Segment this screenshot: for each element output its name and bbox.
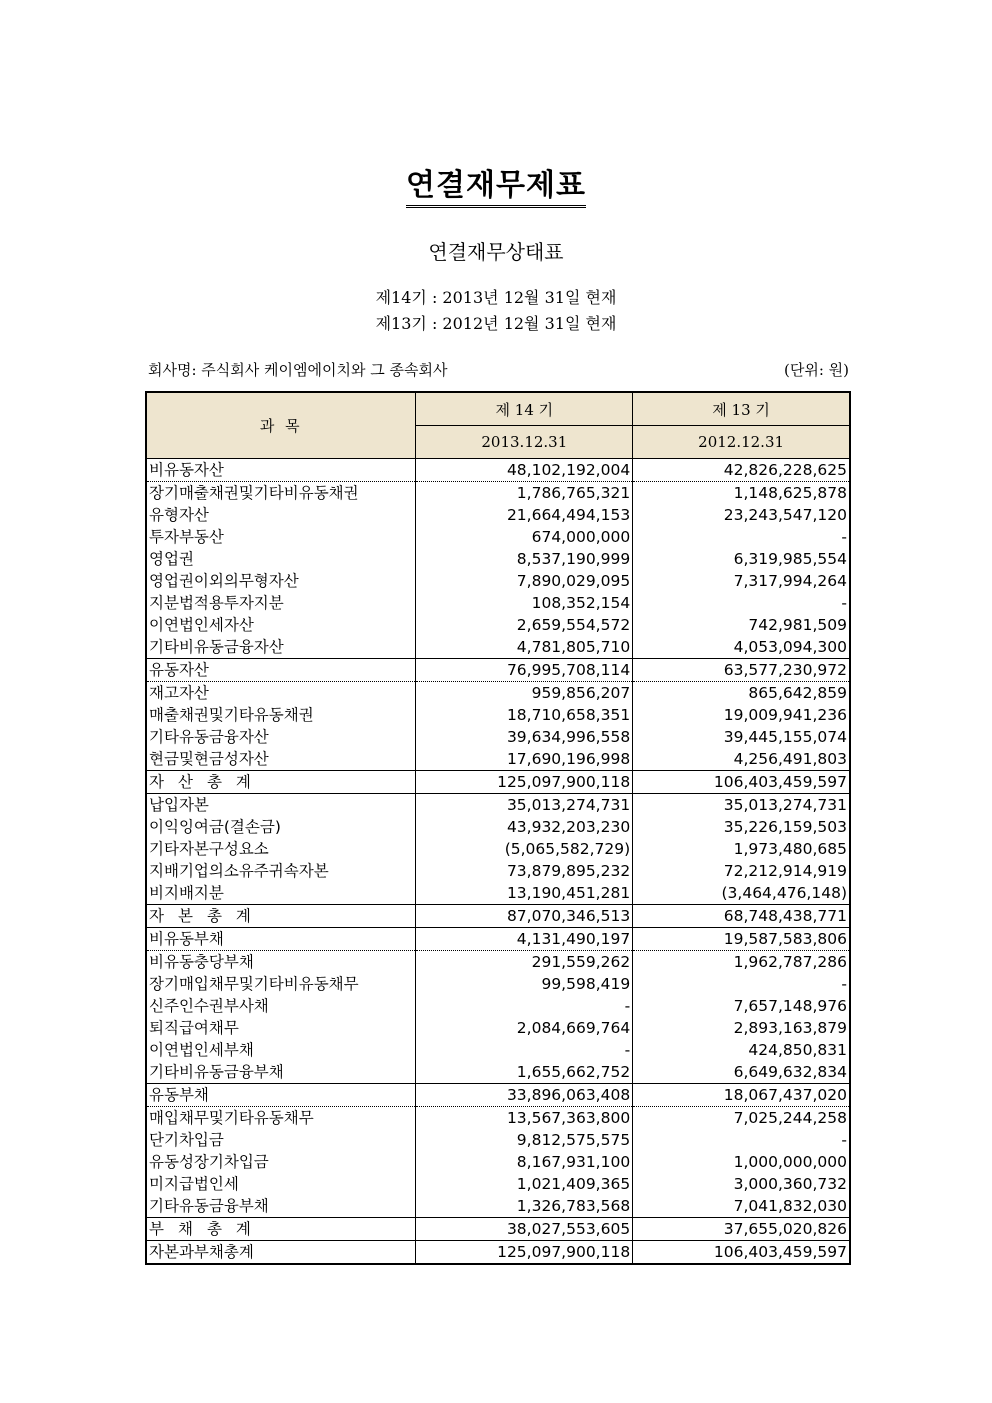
value-prior: 1,000,000,000	[733, 1153, 847, 1171]
value-current: 125,097,900,118	[416, 771, 633, 794]
value-current: 291,559,262	[416, 951, 633, 974]
account-label: 기타자본구성요소	[146, 838, 416, 860]
account-label: 지배기업의소유주귀속자본	[146, 860, 416, 882]
table-row	[146, 748, 850, 771]
value-current: 33,896,063,408	[416, 1084, 633, 1107]
value-prior: 35,226,159,503	[723, 818, 847, 836]
account-label: 미지급법인세	[146, 1173, 416, 1195]
value-current: 99,598,419	[416, 973, 633, 995]
table-row	[146, 659, 850, 682]
value-current: 125,097,900,118	[416, 1241, 633, 1265]
account-label: 퇴직급여채무	[146, 1017, 416, 1039]
value-current: (5,065,582,729)	[416, 838, 633, 860]
value-prior: 1,962,787,286	[733, 953, 847, 971]
value-current: -	[416, 1039, 633, 1061]
document-title: 연결재무제표	[0, 160, 992, 204]
account-label: 자산총계	[146, 771, 416, 794]
header-account: 과 목	[146, 392, 416, 459]
account-label: 현금및현금성자산	[146, 748, 416, 771]
value-current: 73,879,895,232	[416, 860, 633, 882]
account-label: 비유동충당부채	[146, 951, 416, 974]
account-label: 지분법적용투자지분	[146, 592, 416, 614]
header-date-prior: 2012.12.31	[633, 426, 850, 459]
table-row	[146, 1084, 850, 1107]
account-label: 비유동부채	[146, 928, 416, 951]
account-label: 투자부동산	[146, 526, 416, 548]
account-label: 기타비유동금융자산	[146, 636, 416, 659]
table-row	[146, 771, 850, 794]
table-row	[146, 794, 850, 817]
table-row	[146, 905, 850, 928]
value-prior: 6,319,985,554	[733, 550, 847, 568]
table-row	[146, 928, 850, 951]
account-label: 자본총계	[146, 905, 416, 928]
table-row	[146, 526, 850, 548]
value-current: 1,655,662,752	[416, 1061, 633, 1084]
table-row	[146, 973, 850, 995]
value-prior: 7,041,832,030	[733, 1197, 847, 1215]
value-current: 108,352,154	[416, 592, 633, 614]
value-current: 4,781,805,710	[416, 636, 633, 659]
table-row	[146, 1173, 850, 1195]
unit-label: (단위: 원)	[784, 361, 849, 379]
account-label: 납입자본	[146, 794, 416, 817]
value-current: 35,013,274,731	[416, 794, 633, 817]
value-current: 76,995,708,114	[416, 659, 633, 682]
account-label: 이익잉여금(결손금)	[146, 816, 416, 838]
value-current: 39,634,996,558	[416, 726, 633, 748]
statement-subtitle: 연결재무상태표	[428, 240, 564, 264]
value-prior: 35,013,274,731	[723, 796, 847, 814]
account-label: 기타비유동금융부채	[146, 1061, 416, 1084]
value-current: 1,021,409,365	[416, 1173, 633, 1195]
value-prior: 1,973,480,685	[733, 840, 847, 858]
table-row	[146, 1241, 850, 1265]
table-row	[146, 1129, 850, 1151]
table-row	[146, 816, 850, 838]
value-prior: 2,893,163,879	[733, 1019, 847, 1037]
table-row	[146, 1039, 850, 1061]
table-row	[146, 482, 850, 505]
value-prior: 72,212,914,919	[723, 862, 847, 880]
value-current: 674,000,000	[416, 526, 633, 548]
table-row	[146, 882, 850, 905]
account-label: 비지배지분	[146, 882, 416, 905]
value-current: 17,690,196,998	[416, 748, 633, 771]
account-label: 신주인수권부사채	[146, 995, 416, 1017]
value-current: 38,027,553,605	[416, 1218, 633, 1241]
value-prior: 424,850,831	[748, 1041, 847, 1059]
table-row	[146, 570, 850, 592]
value-current: 87,070,346,513	[416, 905, 633, 928]
account-label: 기타유동금융부채	[146, 1195, 416, 1218]
header-date-current: 2013.12.31	[416, 426, 633, 459]
value-prior: -	[841, 528, 847, 546]
account-label: 재고자산	[146, 682, 416, 705]
account-label: 유동자산	[146, 659, 416, 682]
table-row	[146, 592, 850, 614]
value-current: 13,190,451,281	[416, 882, 633, 905]
account-label: 장기매출채권및기타비유동채권	[146, 482, 416, 505]
value-current: 8,167,931,100	[416, 1151, 633, 1173]
value-current: 18,710,658,351	[416, 704, 633, 726]
value-prior: 1,148,625,878	[733, 484, 847, 502]
value-current: 43,932,203,230	[416, 816, 633, 838]
value-prior: 63,577,230,972	[633, 659, 850, 682]
table-row	[146, 860, 850, 882]
table-row	[146, 459, 850, 482]
table-row	[146, 504, 850, 526]
value-prior: 42,826,228,625	[633, 459, 850, 482]
value-prior: 865,642,859	[748, 684, 847, 702]
table-row	[146, 1107, 850, 1130]
value-current: 2,084,669,764	[416, 1017, 633, 1039]
value-prior: 39,445,155,074	[723, 728, 847, 746]
table-row	[146, 682, 850, 705]
account-label: 매입채무및기타유동채무	[146, 1107, 416, 1130]
value-prior: 4,256,491,803	[733, 750, 847, 768]
value-current: 21,664,494,153	[416, 504, 633, 526]
value-prior: 19,587,583,806	[633, 928, 850, 951]
table-row	[146, 995, 850, 1017]
table-row	[146, 838, 850, 860]
value-current: 1,786,765,321	[416, 482, 633, 505]
company-name: 회사명: 주식회사 케이엠에이치와 그 종속회사	[148, 361, 448, 379]
value-current: 7,890,029,095	[416, 570, 633, 592]
table-row	[146, 1195, 850, 1218]
value-prior: -	[841, 594, 847, 612]
value-prior: 7,025,244,258	[733, 1109, 847, 1127]
table-row	[146, 1061, 850, 1084]
account-label: 이연법인세부채	[146, 1039, 416, 1061]
value-prior: -	[841, 975, 847, 993]
value-prior: 7,317,994,264	[733, 572, 847, 590]
value-prior: 19,009,941,236	[723, 706, 847, 724]
value-prior: 7,657,148,976	[733, 997, 847, 1015]
balance-sheet-table	[145, 391, 851, 1265]
account-label: 장기매입채무및기타비유동채무	[146, 973, 416, 995]
value-prior: 4,053,094,300	[733, 638, 847, 656]
value-prior: 68,748,438,771	[633, 905, 850, 928]
value-current: -	[416, 995, 633, 1017]
account-label: 이연법인세자산	[146, 614, 416, 636]
value-prior: 106,403,459,597	[633, 771, 850, 794]
value-prior: 6,649,632,834	[733, 1063, 847, 1081]
value-current: 8,537,190,999	[416, 548, 633, 570]
value-current: 2,659,554,572	[416, 614, 633, 636]
account-label: 부채총계	[146, 1218, 416, 1241]
value-current: 48,102,192,004	[416, 459, 633, 482]
value-current: 4,131,490,197	[416, 928, 633, 951]
account-label: 유동성장기차입금	[146, 1151, 416, 1173]
value-prior: 37,655,020,826	[633, 1218, 850, 1241]
value-prior: 106,403,459,597	[633, 1241, 850, 1265]
table-row	[146, 1151, 850, 1173]
table-row	[146, 704, 850, 726]
table-row	[146, 614, 850, 636]
account-label: 영업권	[146, 548, 416, 570]
header-period-prior: 제 13 기	[633, 392, 850, 426]
account-label: 유형자산	[146, 504, 416, 526]
value-current: 1,326,783,568	[416, 1195, 633, 1218]
value-current: 13,567,363,800	[416, 1107, 633, 1130]
table-row	[146, 548, 850, 570]
table-row	[146, 1218, 850, 1241]
period-prior: 제13기 : 2012년 12월 31일 현재	[375, 314, 617, 333]
table-row	[146, 1017, 850, 1039]
table-row	[146, 951, 850, 974]
account-label: 비유동자산	[146, 459, 416, 482]
period-current: 제14기 : 2013년 12월 31일 현재	[375, 288, 617, 307]
table-row	[146, 636, 850, 659]
account-label: 기타유동금융자산	[146, 726, 416, 748]
value-current: 959,856,207	[416, 682, 633, 705]
value-prior: 18,067,437,020	[633, 1084, 850, 1107]
value-prior: -	[841, 1131, 847, 1149]
value-prior: 23,243,547,120	[723, 506, 847, 524]
value-prior: (3,464,476,148)	[721, 884, 847, 902]
table-row	[146, 726, 850, 748]
account-label: 매출채권및기타유동채권	[146, 704, 416, 726]
account-label: 단기차입금	[146, 1129, 416, 1151]
value-prior: 3,000,360,732	[733, 1175, 847, 1193]
account-label: 유동부채	[146, 1084, 416, 1107]
header-period-current: 제 14 기	[416, 392, 633, 426]
account-label: 영업권이외의무형자산	[146, 570, 416, 592]
value-current: 9,812,575,575	[416, 1129, 633, 1151]
account-label: 자본과부채총계	[146, 1241, 416, 1265]
value-prior: 742,981,509	[748, 616, 847, 634]
